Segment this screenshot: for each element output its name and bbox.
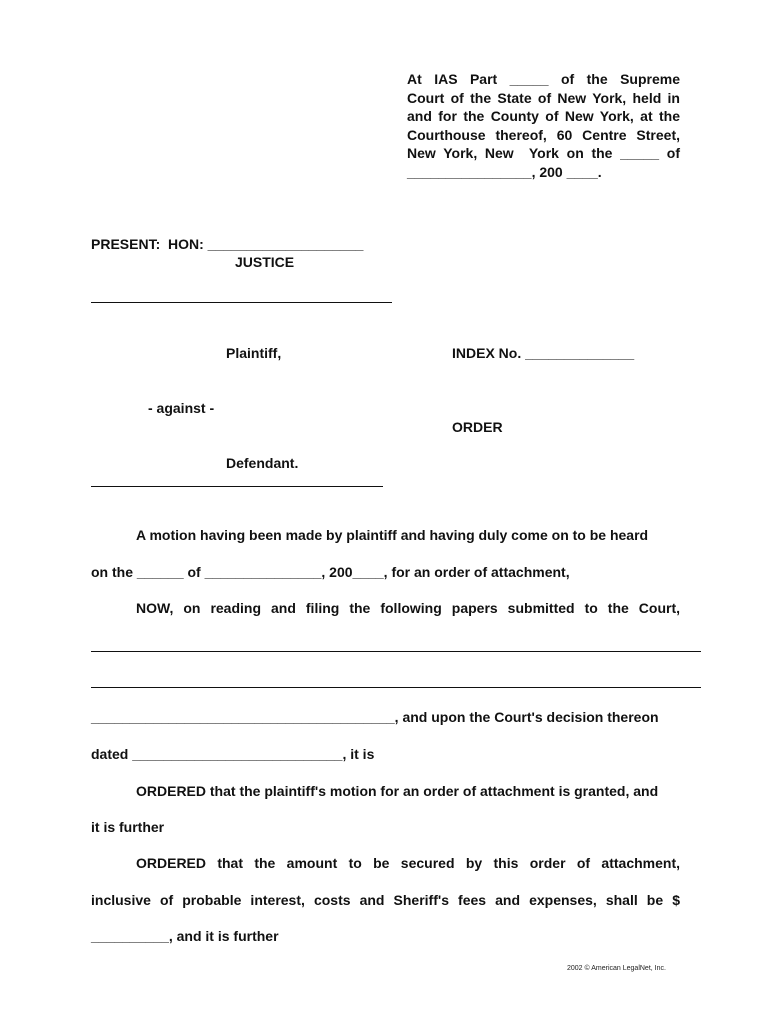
defendant-label: Defendant. [226, 455, 299, 471]
caption-line-6: ________________, 200 ____. [407, 163, 602, 180]
caption-divider-bottom [91, 486, 383, 487]
body-p1-line2: on the ______ of _______________, 200____, for an order of attachment, [91, 564, 570, 580]
body-p3-line1: ORDERED that the plaintiff's motion for an order of attachment is granted, and [136, 783, 659, 799]
caption-line-1: At IAS Part _____ of the Supreme [407, 71, 680, 87]
body-p4-line1: ORDERED that the amount to be secured by this order of attachment, [136, 855, 680, 871]
index-number: INDEX No. ______________ [452, 345, 635, 361]
body-p1-line1: A motion having been made by plaintiff and having duly come on to be heard [136, 527, 649, 543]
plaintiff-label: Plaintiff, [226, 345, 282, 361]
justice-title: JUSTICE [235, 254, 295, 270]
body-p2-line5: dated ___________________________, it is [91, 746, 375, 762]
body-p3-line2: it is further [91, 819, 165, 835]
body-p4-line3: __________, and it is further [91, 928, 279, 944]
copyright-footer: 2002 © American LegalNet, Inc. [567, 965, 666, 972]
against-label: - against - [148, 400, 215, 416]
papers-blank-line-1 [91, 651, 701, 652]
court-caption [407, 70, 680, 181]
caption-line-5: New York, New York on the _____ of [407, 145, 680, 161]
caption-line-3: and for the County of New York, at the [407, 108, 680, 124]
caption-line-4: Courthouse thereof, 60 Centre Street, [407, 126, 680, 143]
body-p2-line1: NOW, on reading and filing the following papers submitted to the Court, [136, 600, 680, 616]
body-p2-line4: _______________________________________, and upon the Court's decision thereon [91, 709, 659, 725]
caption-line-2: Court of the State of New York, held in [407, 89, 680, 106]
papers-blank-line-2 [91, 687, 701, 688]
document-type: ORDER [452, 419, 503, 435]
body-p4-line2: inclusive of probable interest, costs and Sheriff's fees and expenses, shall be $ [91, 892, 680, 908]
caption-divider-top [91, 302, 392, 303]
present-hon-line: PRESENT: HON: ____________________ [91, 236, 364, 252]
